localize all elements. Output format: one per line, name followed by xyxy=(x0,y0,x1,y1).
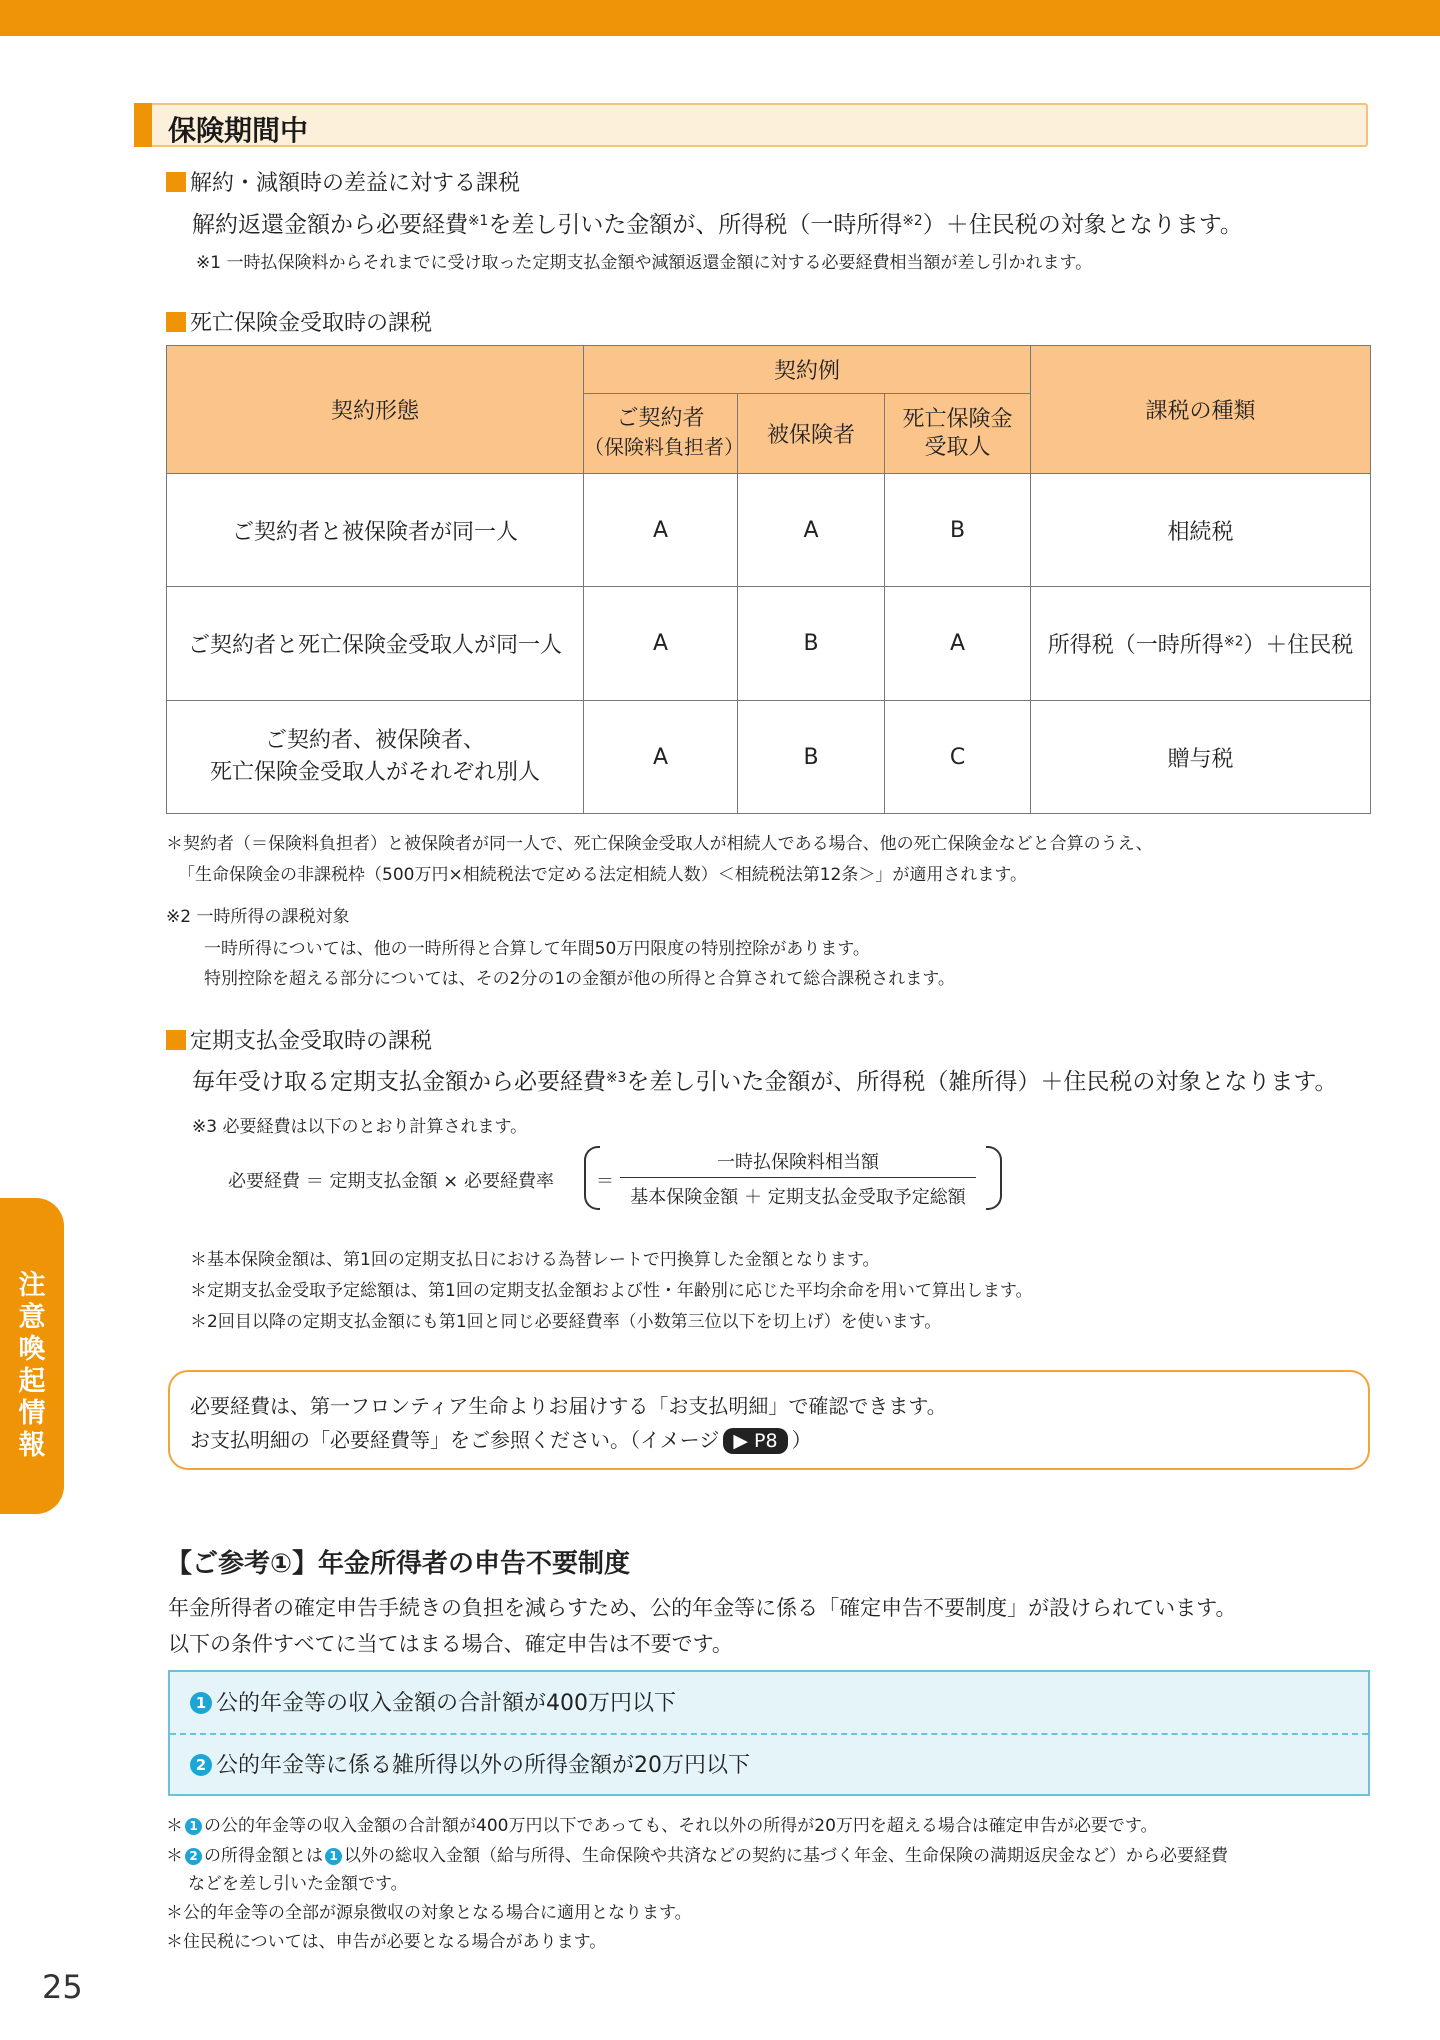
surrender-heading: 解約・減額時の差益に対する課税 xyxy=(166,166,520,197)
surrender-text: 解約返還金額から必要経費$^{※1}$を差し引いた金額が、所得税（一時所得$^{※2}$）＋住民税の対象となります。 xyxy=(192,212,1243,238)
side-tab-caution-info[interactable] xyxy=(0,1198,64,1514)
formula-right-paren xyxy=(986,1146,1002,1210)
note2-title: ※2 一時所得の課税対象 xyxy=(166,907,350,927)
condition-2: 2 公的年金等に係る雑所得以外の所得金額が20万円以下 xyxy=(190,1748,750,1779)
square-bullet-icon xyxy=(166,172,186,192)
square-bullet-icon xyxy=(166,1030,186,1050)
note2-line1: 一時所得については、他の一時所得と合算して年間50万円限度の特別控除があります。 xyxy=(204,939,870,959)
header-contract-form: 契約形態 xyxy=(167,346,584,474)
side-tab-label: 注意喚起情報 xyxy=(18,1270,46,1461)
periodic-bullet-3: ＊2回目以降の定期支払金額にも第1回と同じ必要経費率（小数第三位以下を切上げ）を使います。 xyxy=(190,1312,942,1332)
reference-line2: 以下の条件すべてに当てはまる場合、確定申告は不要です。 xyxy=(168,1632,733,1656)
table-row: ご契約者と被保険者が同一人 A A B 相続税 xyxy=(167,474,1371,587)
reference-note-1: ＊ 1 の公的年金等の収入金額の合計額が400万円以下であっても、それ以外の所得が20万円を超える場合は確定申告が必要です。 xyxy=(166,1816,1158,1836)
table-row: ご契約者、被保険者、 死亡保険金受取人がそれぞれ別人 A B C 贈与税 xyxy=(167,701,1371,814)
formula-fraction-line xyxy=(620,1177,976,1178)
formula-denominator: 基本保険金額 ＋ 定期支払金受取予定総額 xyxy=(630,1187,966,1208)
number-2-icon: 2 xyxy=(185,1848,202,1865)
number-1-icon: 1 xyxy=(185,1818,202,1835)
reference-note-3: ＊公的年金等の全部が源泉徴収の対象となる場合に適用となります。 xyxy=(166,1903,692,1923)
number-1-icon: 1 xyxy=(325,1848,342,1865)
expense-info-box xyxy=(168,1370,1370,1470)
page-number: 25 xyxy=(42,1968,83,2006)
header-contractor: ご契約者 （保険料負担者） xyxy=(584,394,738,474)
condition-1: 1 公的年金等の収入金額の合計額が400万円以下 xyxy=(190,1686,676,1717)
formula-numerator: 一時払保険料相当額 xyxy=(717,1152,879,1173)
note2-line2: 特別控除を超える部分については、その2分の1の金額が他の所得と合算されて総合課税されます。 xyxy=(204,969,955,989)
reference-note-4: ＊住民税については、申告が必要となる場合があります。 xyxy=(166,1932,607,1952)
death-heading: 死亡保険金受取時の課税 xyxy=(166,306,432,337)
reference-title: 【ご参考①】年金所得者の申告不要制度 xyxy=(166,1549,631,1579)
table-row: ご契約者と死亡保険金受取人が同一人 A B A 所得税（一時所得$^{※2}$）＋住民税 xyxy=(167,587,1371,701)
expense-line1: 必要経費は、第一フロンティア生命よりお届けする「お支払明細」で確認できます。 xyxy=(190,1394,947,1418)
death-tax-table xyxy=(166,345,1371,814)
expense-line2: お支払明細の「必要経費等」をご参照ください。（イメージ ▶ P8 ） xyxy=(190,1428,812,1452)
number-1-icon: 1 xyxy=(190,1692,212,1714)
formula-left: 必要経費 ＝ 定期支払金額 × 必要経費率 xyxy=(228,1171,554,1192)
periodic-heading: 定期支払金受取時の課税 xyxy=(166,1024,432,1055)
periodic-bullet-1: ＊基本保険金額は、第1回の定期支払日における為替レートで円換算した金額となります。 xyxy=(190,1250,880,1270)
dashed-divider xyxy=(170,1733,1368,1735)
section-header-marker xyxy=(134,103,152,147)
death-asterisk-1: ＊契約者（＝保険料負担者）と被保険者が同一人で、死亡保険金受取人が相続人である場合、他の死亡保険金などと合算のうえ、 xyxy=(166,834,1153,854)
number-2-icon: 2 xyxy=(190,1754,212,1776)
reference-note-2: ＊ 2 の所得金額とは 1 以外の総収入金額（給与所得、生命保険や共済などの契約に基づく年金、生命保険の満期返戻金など）から必要経費 xyxy=(166,1846,1228,1866)
section-title: 保険期間中 xyxy=(168,114,309,147)
header-beneficiary: 死亡保険金 受取人 xyxy=(885,394,1031,474)
reference-note-2-cont: などを差し引いた金額です。 xyxy=(188,1874,408,1894)
formula-equals: ＝ xyxy=(596,1171,614,1192)
death-asterisk-2: 「生命保険金の非課税枠（500万円×相続税法で定める法定相続人数）＜相続税法第12条＞」が適用されます。 xyxy=(178,865,1027,885)
section-header xyxy=(134,103,1368,147)
conditions-box xyxy=(168,1670,1370,1796)
page-link-p8[interactable]: ▶ P8 xyxy=(723,1428,787,1454)
note3: ※3 必要経費は以下のとおり計算されます。 xyxy=(192,1117,528,1137)
reference-line1: 年金所得者の確定申告手続きの負担を減らすため、公的年金等に係る「確定申告不要制度」が設けられています。 xyxy=(168,1596,1237,1620)
periodic-bullet-2: ＊定期支払金受取予定総額は、第1回の定期支払金額および性・年齢別に応じた平均余命を用いて算出します。 xyxy=(190,1281,1033,1301)
header-tax-type: 課税の種類 xyxy=(1031,346,1371,474)
periodic-text: 毎年受け取る定期支払金額から必要経費$^{※3}$を差し引いた金額が、所得税（雑所得）＋住民税の対象となります。 xyxy=(192,1069,1338,1095)
header-contract-example: 契約例 xyxy=(584,346,1031,394)
surrender-note: ※1 一時払保険料からそれまでに受け取った定期支払金額や減額返還金額に対する必要経費相当額が差し引かれます。 xyxy=(196,253,1093,273)
square-bullet-icon xyxy=(166,312,186,332)
top-accent-bar xyxy=(0,0,1440,36)
header-insured: 被保険者 xyxy=(738,394,885,474)
